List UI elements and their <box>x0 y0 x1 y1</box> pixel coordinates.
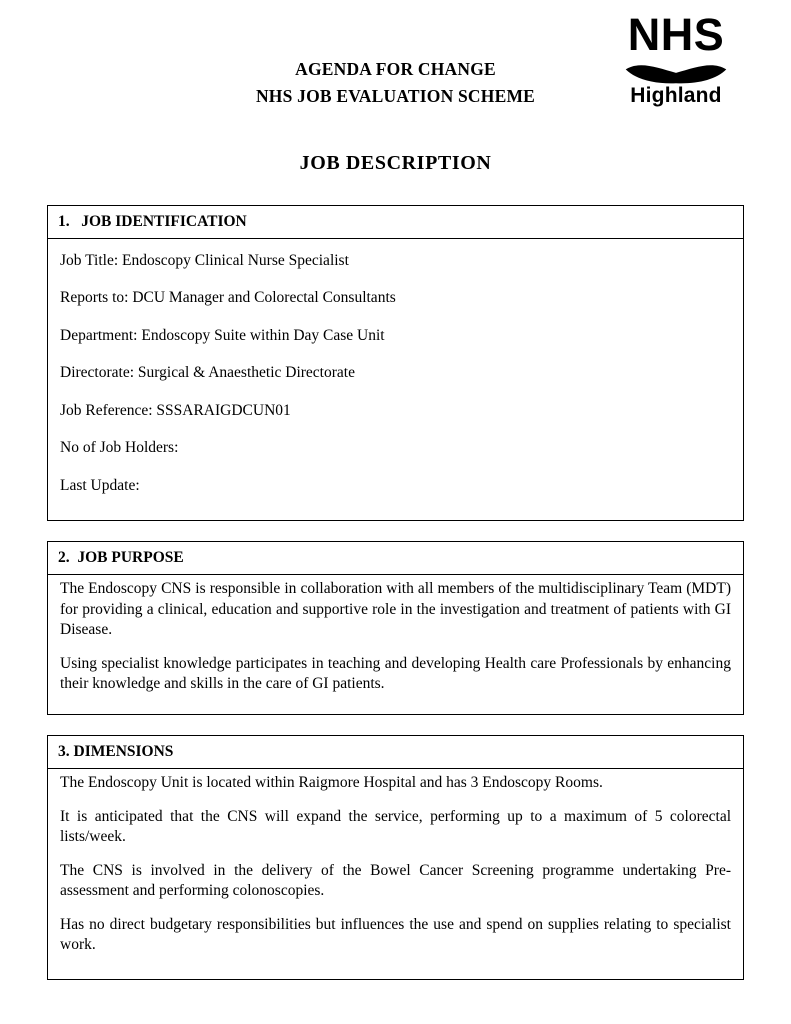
nhs-highland-logo <box>614 9 738 107</box>
page-title: JOB DESCRIPTION <box>299 152 492 174</box>
dimensions-paragraph-4: Has no direct budgetary responsibilities but influences the use and spend on supplies relating to specialist work. <box>60 915 731 954</box>
job-reference-line: Job Reference: SSSARAIGDCUN01 <box>60 401 291 419</box>
section-job-purpose <box>47 541 744 715</box>
job-holders-line: No of Job Holders: <box>60 439 179 457</box>
reports-to-line: Reports to: DCU Manager and Colorectal Consultants <box>60 289 396 307</box>
section-3-body <box>48 769 743 979</box>
job-purpose-paragraph-2: Using specialist knowledge participates in teaching and developing Health care Professionals by enhancing their knowledge and skills in the care of GI patients. <box>60 654 731 692</box>
scheme-title-line-1: AGENDA FOR CHANGE <box>295 59 496 79</box>
section-1-body <box>48 239 743 520</box>
nhs-highland-swoosh-icon <box>618 59 734 85</box>
section-job-identification <box>47 205 744 521</box>
section-2-body <box>48 575 743 714</box>
document-header <box>47 9 744 126</box>
section-3-heading: 3. DIMENSIONS <box>48 736 743 769</box>
section-1-heading: 1. JOB IDENTIFICATION <box>48 206 743 239</box>
job-title-line: Job Title: Endoscopy Clinical Nurse Specialist <box>60 252 349 269</box>
nhs-highland-region-text: Highland <box>630 83 722 107</box>
section-2-heading: 2. JOB PURPOSE <box>48 542 743 575</box>
job-purpose-paragraph-1: The Endoscopy CNS is responsible in collaboration with all members of the multidisciplinary Team (MDT) for providing a clinical, education and supportive role in the investigation and treatment of patients with GI Disease. <box>60 580 731 639</box>
directorate-line: Directorate: Surgical & Anaesthetic Directorate <box>60 364 355 382</box>
department-line: Department: Endoscopy Suite within Day Case Unit <box>60 326 385 344</box>
dimensions-paragraph-2: It is anticipated that the CNS will expand the service, performing up to a maximum of 5 colorectal lists/week. <box>60 807 731 846</box>
dimensions-paragraph-3: The CNS is involved in the delivery of the Bowel Cancer Screening programme undertaking Pre-assessment and performing colonoscopies. <box>60 861 731 900</box>
scheme-title-line-2: NHS JOB EVALUATION SCHEME <box>255 86 536 107</box>
dimensions-paragraph-1: The Endoscopy Unit is located within Raigmore Hospital and has 3 Endoscopy Rooms. <box>60 774 603 792</box>
nhs-logo-text: NHS <box>627 9 725 60</box>
section-dimensions <box>47 735 744 980</box>
last-update-line: Last Update: <box>60 476 140 494</box>
